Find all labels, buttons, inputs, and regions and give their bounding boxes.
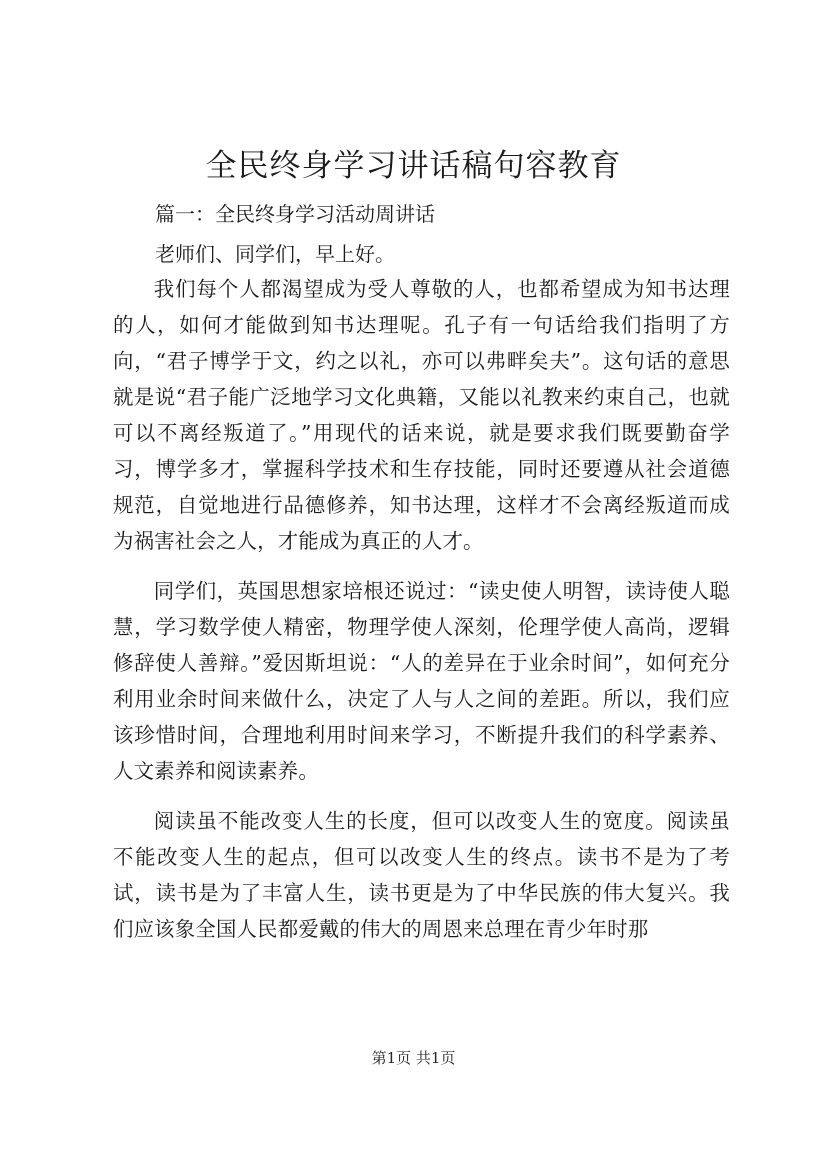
paragraph: 阅读虽不能改变人生的长度，但可以改变人生的宽度。阅读虽不能改变人生的起点，但可以改变人生的终点。读书不是为了考试，读书是为了丰富人生，读书更是为了中华民族的伟大复兴。我们应该象全国人民都爱戴的伟大的周恩来总理在青少年时那 [113, 809, 730, 941]
paragraph-list [113, 271, 730, 947]
greeting-line: 老师们、同学们，早上好。 [155, 242, 395, 266]
page-footer: 第1页 共1页 [371, 1049, 456, 1067]
section-subtitle: 篇一：全民终身学习活动周讲话 [155, 202, 435, 226]
paragraph: 同学们，英国思想家培根还说过：“读史使人明智，读诗使人聪慧，学习数学使人精密，物理学使人深刻，伦理学使人高尚，逻辑修辞使人善辩。”爱因斯坦说：“人的差异在于业余时间”，如何充分利用业余时间来做什么，决定了人与人之间的差距。所以，我们应该珍惜时间，合理地利用时间来学习，不断提升我们的科学素养、人文素养和阅读素养。 [113, 579, 730, 783]
document-title: 全民终身学习讲话稿句容教育 [205, 148, 622, 184]
paragraph: 我们每个人都渴望成为受人尊敬的人，也都希望成为知书达理的人，如何才能做到知书达理呢。孔子有一句话给我们指明了方向，“君子博学于文，约之以礼，亦可以弗畔矣夫”。这句话的意思就是说“君子能广泛地学习文化典籍，又能以礼教来约束自己，也就可以不离经叛道了。”用现代的话来说，就是要求我们既要勤奋学习，博学多才，掌握科学技术和生存技能，同时还要遵从社会道德规范，自觉地进行品德修养，知书达理，这样才不会离经叛道而成为祸害社会之人，才能成为真正的人才。 [113, 277, 730, 553]
document-body [113, 197, 730, 947]
